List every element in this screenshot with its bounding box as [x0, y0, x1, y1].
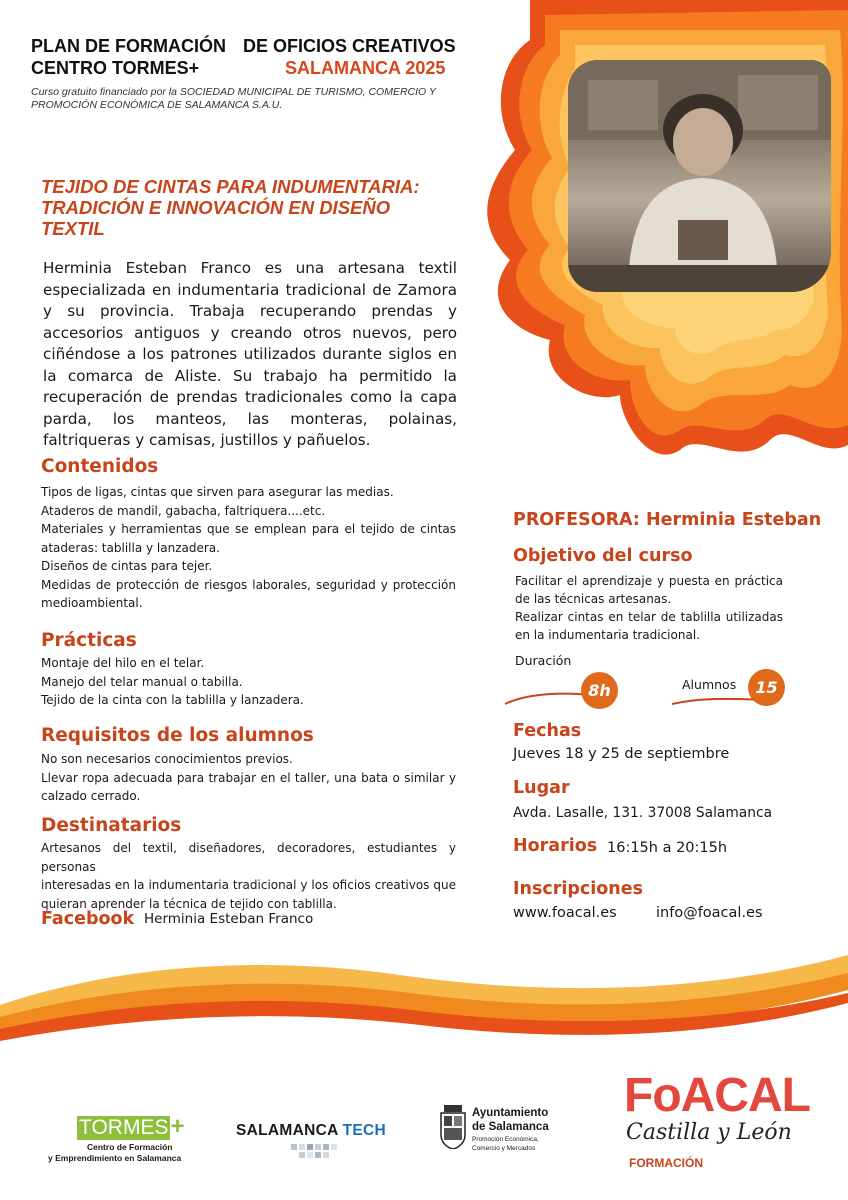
- header-line1-right: DE OFICIOS CREATIVOS: [243, 36, 456, 56]
- horarios-value: 16:15h a 20:15h: [607, 840, 728, 856]
- ayuntamiento-l4: Comercio y Mercados: [472, 1145, 536, 1152]
- profesora-label: PROFESORA:: [513, 510, 640, 530]
- profesora-heading: [513, 509, 821, 531]
- list-item: ataderas: tablilla y lanzadera.: [41, 540, 220, 555]
- list-item: Tejido de la cinta con la tablilla y lanzadera.: [41, 693, 304, 707]
- requisitos-title: Requisitos de los alumnos: [41, 725, 314, 746]
- tormes-logo-sub1: Centro de Formación: [87, 1142, 173, 1152]
- objetivo-list: [515, 572, 783, 644]
- list-item: Montaje del hilo en el telar.: [41, 656, 205, 670]
- bottom-wave-decoration: [0, 955, 848, 1045]
- list-item: medioambiental.: [41, 596, 143, 610]
- foacal-logo-name: FoACAL: [624, 1069, 810, 1122]
- list-item: No son necesarios conocimientos previos.: [41, 752, 293, 766]
- header-subtitle-2: PROMOCIÓN ECONÓMICA DE SALAMANCA S.A.U.: [31, 99, 283, 111]
- course-title-line: TRADICIÓN E INNOVACIÓN EN DISEÑO: [41, 197, 391, 218]
- fechas-value: Jueves 18 y 25 de septiembre: [513, 746, 730, 762]
- header-line2-right: SALAMANCA 2025: [285, 58, 446, 78]
- inscripciones-web-link[interactable]: www.foacal.es: [513, 905, 617, 921]
- practicas-title: Prácticas: [41, 630, 137, 651]
- fechas-title: Fechas: [513, 721, 582, 741]
- list-item: Artesanos del textil, diseñadores, decoradores, estudiantes y personas: [41, 841, 456, 874]
- inscripciones-email-link[interactable]: info@foacal.es: [656, 905, 763, 921]
- coat-of-arms-icon: [440, 1105, 466, 1149]
- ayuntamiento-l2: de Salamanca: [472, 1121, 549, 1133]
- list-item: Ataderos de mandil, gabacha, faltriquera....etc.: [41, 503, 326, 518]
- list-item: Materiales y herramientas que se emplean para el tejido de cintas: [41, 522, 456, 536]
- header-subtitle-1: Curso gratuito financiado por la SOCIEDAD MUNICIPAL DE TURISMO, COMERCIO Y: [31, 86, 436, 98]
- lugar-title: Lugar: [513, 778, 570, 798]
- destinatarios-title: Destinatarios: [41, 815, 182, 836]
- lugar-value: Avda. Lasalle, 131. 37008 Salamanca: [513, 805, 773, 821]
- inscripciones-title: Inscripciones: [513, 879, 644, 899]
- tormes-logo-name: TORMES: [79, 1116, 169, 1139]
- destinatarios-list: [41, 839, 456, 913]
- list-item: quieran aprender la técnica de tejido con tablilla.: [41, 896, 337, 911]
- facebook-label: Facebook: [41, 909, 135, 929]
- header-line1-left: PLAN DE FORMACIÓN: [31, 36, 226, 56]
- list-item: Manejo del telar manual o tabilla.: [41, 674, 243, 689]
- course-title-line: TEJIDO DE CINTAS PARA INDUMENTARIA:: [41, 176, 420, 197]
- list-item: interesadas en la indumentaria tradicional y los oficios creativos que: [41, 878, 456, 892]
- alumnos-badge: 15: [748, 669, 785, 706]
- duracion-label: Duración: [515, 653, 572, 668]
- ayuntamiento-l3: Promoción Económica,: [472, 1136, 539, 1143]
- practicas-list: [41, 654, 456, 710]
- list-item: en la indumentaria tradicional.: [515, 628, 700, 642]
- facebook-value[interactable]: Herminia Esteban Franco: [144, 911, 314, 927]
- contenidos-list: [41, 483, 456, 613]
- salamanca-tech-b: TECH: [342, 1122, 386, 1139]
- salamanca-tech-logo: [236, 1122, 396, 1162]
- course-title: [41, 176, 481, 239]
- objetivo-title: Objetivo del curso: [513, 546, 693, 566]
- tormes-logo-sub2: y Emprendimiento en Salamanca: [48, 1153, 182, 1163]
- teacher-photo: [568, 60, 831, 292]
- foacal-logo: [624, 1068, 810, 1178]
- contenidos-title: Contenidos: [41, 456, 159, 477]
- requisitos-list: [41, 750, 456, 806]
- profesora-name: Herminia Esteban: [646, 510, 822, 530]
- ayuntamiento-logo: [438, 1105, 568, 1165]
- alumnos-label: Alumnos: [682, 677, 737, 692]
- list-item: Tipos de ligas, cintas que sirven para asegurar las medias.: [41, 485, 394, 499]
- list-item: Medidas de protección de riesgos laborales, seguridad y protección: [41, 577, 456, 592]
- list-item: de las técnicas artesanas.: [515, 592, 672, 606]
- course-intro: Herminia Esteban Franco es una artesana textil especializada en indumentaria tradicional de Zamora y su provincia. Trabaja recuperando prendas y accesorios antiguos y creando otros nuevos, pero ciñéndose a los patrones utilizados durante siglos en la comarca de Aliste. Su trabajo ha permitido la recuperación de prendas tradicionales como la capa parda, los manteos, las monteras, polainas, faltriqueras y camisas, justillos y pañuelos.: [43, 259, 457, 449]
- tormes-logo-plus: +: [170, 1113, 185, 1140]
- ayuntamiento-l1: Ayuntamiento: [472, 1107, 549, 1119]
- duracion-badge: 8h: [581, 672, 618, 709]
- header-line2-left: CENTRO TORMES+: [31, 58, 200, 78]
- course-title-line: TEXTIL: [41, 218, 105, 239]
- pixel-pattern-icon: [291, 1144, 361, 1160]
- list-item: Llevar ropa adecuada para trabajar en el taller, una bata o similar y: [41, 770, 456, 785]
- list-item: calzado cerrado.: [41, 789, 141, 803]
- list-item: Realizar cintas en telar de tablilla utilizadas: [515, 610, 783, 624]
- foacal-logo-sub: FORMACIÓN: [629, 1156, 703, 1170]
- list-item: Facilitar el aprendizaje y puesta en práctica: [515, 574, 783, 588]
- foacal-logo-script: Castilla y León: [626, 1120, 792, 1145]
- salamanca-tech-a: SALAMANCA: [236, 1122, 339, 1139]
- list-item: Diseños de cintas para tejer.: [41, 559, 213, 573]
- horarios-title: Horarios: [513, 836, 598, 856]
